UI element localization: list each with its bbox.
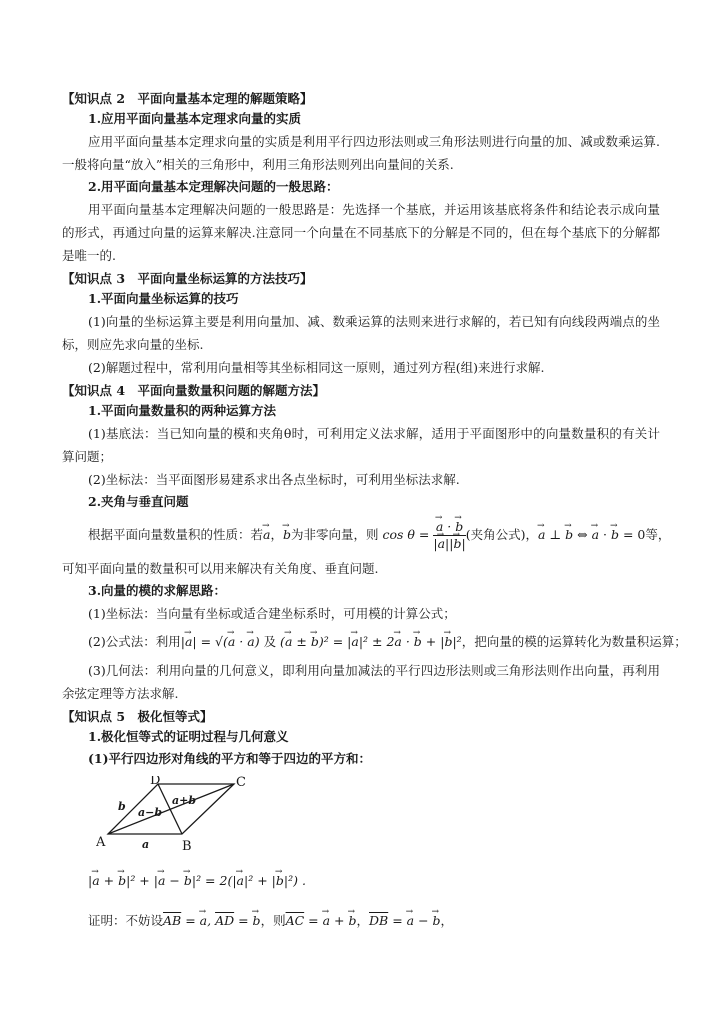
- diagonal-ac: [108, 784, 234, 834]
- paragraph-4-m3: (3)几何法：利用向量的几何意义，即利用向量加减法的平行四边形法则或三角形法则作出向量，再利用余弦定理等方法求解.: [62, 663, 660, 701]
- angle-text-mid: 为非零向量，则: [291, 527, 379, 542]
- parallelogram-diagram: [96, 776, 256, 852]
- paragraph-2-2: 用平面向量基本定理解决问题的一般思路是：先选择一个基底，并运用该基底将条件和结论表示成向量的形式，再通过向量的运算来解决.注意同一个向量在不同基底下的分解是不同的，但在每个基底下的分解都是唯一的.: [62, 202, 660, 263]
- subheading-5-2: (1)平行四边形对角线的平方和等于四边的平方和：: [88, 751, 372, 766]
- vertex-label-d: D: [150, 776, 161, 788]
- proof-line: 证明：不妨设$\overline{AB}$ = → a, $\overline{AD}$ = → b，则$\overline{AC}$ = → a + → b，$\overline{DB}$ = → a − → b，: [62, 901, 660, 941]
- angle-text-pre: 根据平面向量数量积的性质：若: [88, 527, 264, 542]
- vertex-label-a: A: [96, 835, 106, 850]
- paragraph-4-angle-after: 可知平面向量的数量积可以用来解决有关角度、垂直问题.: [62, 561, 379, 576]
- proof-text-mid: ，则: [260, 913, 286, 928]
- subheading-3-1: 1.平面向量坐标运算的技巧: [88, 291, 239, 306]
- section-title-5: 【知识点 5 极化恒等式】: [62, 709, 213, 724]
- paragraph-3-1: (1)向量的坐标运算主要是利用向量加、减、数乘运算的法则来进行求解的，若已知有向线段两端点的坐标，则应先求向量的坐标.: [62, 314, 660, 352]
- section-title-3: 【知识点 3 平面向量坐标运算的方法技巧】: [62, 271, 313, 286]
- edge-label-a-plus-b: a+b: [172, 794, 197, 807]
- vertex-label-b: B: [182, 839, 192, 852]
- edge-label-a-minus-b: a−b: [138, 806, 163, 819]
- modulus-text-post: ，把向量的模的运算转化为数量积运算；: [461, 634, 687, 649]
- paragraph-3-2: (2)解题过程中，常利用向量相等其坐标相同这一原则，通过列方程(组)来进行求解.: [88, 360, 545, 375]
- angle-formula-line: 根据平面向量数量积的性质：若→ a，→ b为非零向量，则 cos θ = → $\frac{a \cdot \to b}{|\to a||\to b|}$ (夹角公式)，→ a ⊥ → b ⇔ → a · → b = 0等，: [62, 515, 660, 555]
- modulus-formula-line: (2)公式法：利用|→ a| = √(→ a · → a) 及 (→ a ± → b)² = |→ a|² ± 2→ a · → b + |→ b|²，把向量的模的运算转化为数量积运算；: [62, 627, 660, 657]
- section-title-2: 【知识点 2 平面向量基本定理的解题策略】: [62, 91, 313, 106]
- proof-text-pre: 证明：不妨设: [88, 913, 164, 928]
- subheading-2-1: 1.应用平面向量基本定理求向量的实质: [88, 111, 302, 126]
- subheading-5-1: 1.极化恒等式的证明过程与几何意义: [88, 729, 289, 744]
- angle-note: (夹角公式)，: [465, 527, 538, 542]
- paragraph-2-1: 应用平面向量基本定理求向量的实质是利用平行四边形法则或三角形法则进行向量的加、减或数乘运算.一般将向量“放入”相关的三角形中，利用三角形法则列出向量间的关系.: [62, 134, 660, 172]
- document-page: [62, 90, 687, 941]
- edge-label-b: b: [118, 800, 126, 813]
- paragraph-4-2: (2)坐标法：当平面图形易建系求出各点坐标时，可利用坐标法求解.: [88, 472, 460, 487]
- section-title-4: 【知识点 4 平面向量数量积问题的解题方法】: [62, 383, 326, 398]
- edge-label-a: a: [142, 838, 150, 851]
- vertex-label-c: C: [236, 776, 246, 790]
- angle-fraction: → $\frac{a \cdot \to b}{|\to a||\to b|}$: [433, 519, 465, 552]
- modulus-text-pre: (2)公式法：利用: [88, 634, 181, 649]
- angle-end: 等，: [645, 527, 671, 542]
- paragraph-4-m1: (1)坐标法：当向量有坐标或适合建坐标系时，可用模的计算公式；: [88, 606, 456, 621]
- subheading-4-3: 3.向量的模的求解思路：: [88, 583, 227, 598]
- subheading-4-2: 2.夹角与垂直问题: [88, 494, 189, 509]
- subheading-2-2: 2.用平面向量基本定理解决问题的一般思路：: [88, 179, 339, 194]
- polarization-identity: |→ a + → b|² + |→ a − → b|² = 2(|→ a|² + |→ b|²) .: [62, 861, 660, 901]
- paragraph-4-1: (1)基底法：当已知向量的模和夹角θ时，可利用定义法求解，适用于平面图形中的向量数量积的有关计算问题；: [62, 426, 660, 464]
- subheading-4-1: 1.平面向量数量积的两种运算方法: [88, 403, 277, 418]
